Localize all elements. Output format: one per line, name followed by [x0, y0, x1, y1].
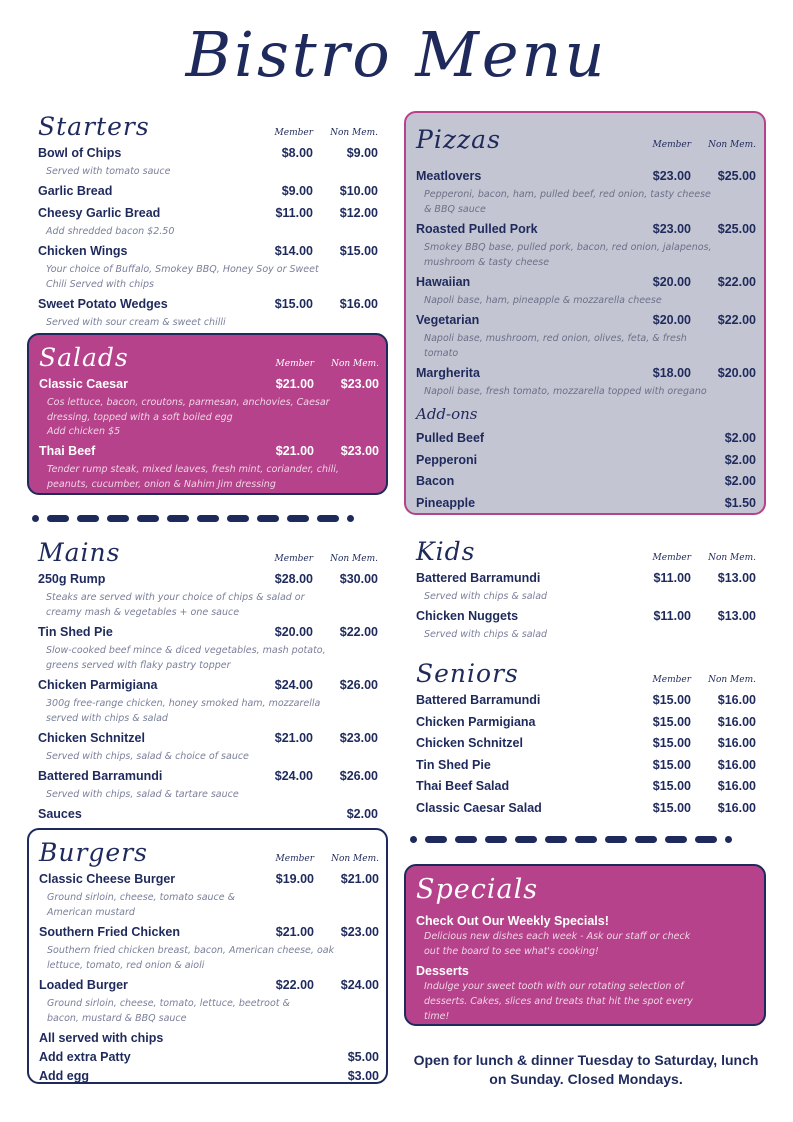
member-price: $11.00 — [653, 609, 691, 623]
item-description: Add shredded bacon $2.50 — [46, 226, 175, 237]
divider-dot — [725, 836, 732, 843]
section-title: Seniors — [416, 659, 519, 688]
item-name: Chicken Wings — [38, 244, 128, 258]
member-price: $15.00 — [652, 779, 691, 793]
member-col-header: Member — [652, 140, 691, 150]
nonmember-price: $16.00 — [717, 800, 756, 815]
member-price: $20.00 — [652, 275, 691, 289]
item-name: Hawaiian — [416, 275, 471, 289]
sauces-row — [38, 807, 378, 826]
member-price: $11.00 — [653, 571, 691, 585]
divider-dash — [197, 515, 219, 522]
divider-dash — [107, 515, 129, 522]
member-price: $8.00 — [281, 146, 313, 160]
addon-price: $1.50 — [724, 495, 756, 510]
item-name: Vegetarian — [416, 313, 480, 327]
nonmember-col-header: Non Mem. — [708, 553, 756, 563]
extra-price: $5.00 — [347, 1050, 379, 1064]
sauces-price: $2.00 — [346, 807, 378, 821]
nonmember-price: $23.00 — [340, 925, 379, 939]
extra-item — [39, 1069, 379, 1088]
nonmember-price: $22.00 — [339, 625, 378, 639]
divider-dash — [287, 515, 309, 522]
divider-dash — [317, 515, 339, 522]
member-price: $11.00 — [275, 206, 313, 220]
member-price: $22.00 — [275, 978, 314, 992]
nonmember-col-header: Non Mem. — [708, 140, 756, 150]
divider-dash — [695, 836, 717, 843]
served-note — [39, 1031, 376, 1050]
member-price: $15.00 — [652, 757, 691, 772]
divider-dot — [32, 515, 39, 522]
member-price: $21.00 — [275, 444, 314, 458]
divider-dash — [575, 836, 597, 843]
starters-section — [38, 112, 378, 335]
menu-item — [38, 146, 378, 179]
nonmember-price: $24.00 — [340, 978, 379, 992]
special-title: Desserts — [416, 964, 469, 978]
item-description: Slow-cooked beef mince & diced vegetables, mash potato, greens served with flaky pastry topper — [46, 645, 326, 671]
nonmember-price: $30.00 — [339, 572, 378, 586]
divider-dash — [515, 836, 537, 843]
divider-dot — [347, 515, 354, 522]
pizzas-section — [404, 111, 766, 515]
nonmember-price: $23.00 — [340, 444, 379, 458]
menu-item — [38, 769, 378, 802]
menu-item — [416, 758, 756, 780]
menu-item — [416, 366, 754, 399]
extra-item — [39, 1050, 379, 1069]
seniors-section — [416, 659, 756, 822]
item-name: Tin Shed Pie — [38, 625, 113, 639]
divider-dash — [545, 836, 567, 843]
nonmember-price: $12.00 — [339, 206, 378, 220]
menu-item — [39, 978, 379, 1026]
extra-name: Add extra Patty — [39, 1050, 131, 1064]
item-description: Pepperoni, bacon, ham, pulled beef, red onion, tasty cheese & BBQ sauce — [424, 189, 711, 215]
item-name: Cheesy Garlic Bread — [38, 206, 161, 220]
nonmember-price: $22.00 — [717, 313, 756, 327]
item-name: Roasted Pulled Pork — [416, 222, 538, 236]
extra-price: $3.00 — [347, 1069, 379, 1083]
item-description: Ground sirloin, cheese, tomato sauce & American mustard — [47, 892, 236, 918]
menu-item — [416, 313, 754, 361]
divider-dash — [167, 515, 189, 522]
nonmember-price: $23.00 — [339, 731, 378, 745]
menu-item — [38, 678, 378, 726]
item-name: Chicken Parmigiana — [416, 714, 536, 729]
addon-item — [416, 474, 754, 496]
item-description: Southern fried chicken breast, bacon, American cheese, oak lettuce, tomato, red onion & aioli — [47, 945, 335, 971]
item-name: Classic Caesar Salad — [416, 800, 542, 815]
item-description: Smokey BBQ base, pulled pork, bacon, red onion, jalapenos, mushroom & tasty cheese — [424, 242, 712, 268]
menu-item — [38, 206, 378, 239]
item-name: Bowl of Chips — [38, 146, 122, 160]
divider-dash — [425, 836, 447, 843]
member-price: $15.00 — [652, 800, 691, 815]
menu-item — [38, 184, 378, 203]
section-title: Burgers — [39, 838, 149, 867]
member-col-header: Member — [275, 359, 314, 369]
nonmember-price: $22.00 — [717, 275, 756, 289]
item-description: Tender rump steak, mixed leaves, fresh mint, coriander, chili, peanuts, cucumber, onion & Nahim Jim dressing — [47, 464, 339, 490]
nonmember-price: $26.00 — [339, 769, 378, 783]
nonmember-price: $20.00 — [717, 366, 756, 380]
item-name: Sweet Potato Wedges — [38, 297, 168, 311]
section-title: Starters — [38, 112, 150, 141]
nonmember-col-header: Non Mem. — [330, 554, 378, 564]
menu-item — [38, 625, 378, 673]
menu-item — [38, 731, 378, 764]
served-note-text: All served with chips — [39, 1031, 164, 1045]
item-name: Battered Barramundi — [38, 769, 163, 783]
item-description: Served with sour cream & sweet chilli — [46, 317, 226, 328]
addon-price: $2.00 — [724, 474, 756, 488]
member-price: $24.00 — [274, 769, 313, 783]
nonmember-price: $16.00 — [717, 736, 756, 750]
item-name: Chicken Schnitzel — [38, 731, 145, 745]
item-name: Garlic Bread — [38, 184, 113, 198]
member-col-header: Member — [274, 554, 313, 564]
menu-item — [416, 609, 756, 642]
special-item — [416, 914, 754, 959]
section-title: Salads — [39, 343, 129, 372]
member-price: $23.00 — [652, 222, 691, 236]
item-name: Battered Barramundi — [416, 693, 541, 707]
addons-title: Add-ons — [416, 405, 478, 423]
section-title: Kids — [416, 537, 476, 566]
divider-dash — [485, 836, 507, 843]
item-name: Chicken Schnitzel — [416, 736, 523, 750]
special-description: Delicious new dishes each week - Ask our staff or check out the board to see what's cooking! — [424, 931, 691, 957]
item-name: Thai Beef Salad — [416, 779, 510, 793]
menu-item — [38, 244, 378, 292]
menu-item — [416, 169, 754, 217]
menu-item — [416, 222, 754, 270]
nonmember-price: $23.00 — [340, 377, 379, 391]
item-description: Steaks are served with your choice of chips & salad or creamy mash & vegetables + one sauce — [46, 592, 305, 618]
mains-section — [38, 538, 378, 826]
member-price: $15.00 — [652, 693, 691, 707]
extra-name: Add egg — [39, 1069, 89, 1083]
addon-name: Pulled Beef — [416, 431, 485, 445]
nonmember-price: $25.00 — [717, 169, 756, 183]
nonmember-price: $21.00 — [340, 872, 379, 886]
item-description: 300g free-range chicken, honey smoked ham, mozzarella served with chips & salad — [46, 698, 321, 724]
section-title: Pizzas — [416, 125, 501, 154]
nonmember-col-header: Non Mem. — [708, 675, 756, 685]
menu-item — [416, 779, 756, 801]
nonmember-price: $26.00 — [339, 678, 378, 692]
member-price: $9.00 — [281, 184, 313, 198]
member-price: $19.00 — [275, 872, 314, 886]
member-price: $15.00 — [274, 297, 313, 311]
nonmember-price: $15.00 — [339, 244, 378, 258]
nonmember-price: $16.00 — [717, 714, 756, 729]
member-price: $20.00 — [652, 313, 691, 327]
opening-hours: Open for lunch & dinner Tuesday to Saturday, lunch on Sunday. Closed Mondays. — [413, 1052, 759, 1087]
nonmember-price: $13.00 — [717, 609, 756, 623]
item-name: Chicken Parmigiana — [38, 678, 158, 692]
menu-title: Bistro Menu — [185, 18, 608, 91]
item-description: Napoli base, mushroom, red onion, olives, feta, & fresh tomato — [424, 333, 687, 359]
item-description: Your choice of Buffalo, Smokey BBQ, Honey Soy or Sweet Chili Served with chips — [46, 264, 319, 290]
item-description: Napoli base, ham, pineapple & mozzarella cheese — [424, 295, 662, 306]
divider-dash — [137, 515, 159, 522]
section-title: Specials — [416, 874, 539, 905]
addon-item — [416, 431, 754, 453]
addon-name: Pineapple — [416, 495, 476, 510]
member-price: $20.00 — [274, 625, 313, 639]
item-description: Served with chips, salad & tartare sauce — [46, 789, 239, 800]
member-price: $21.00 — [275, 925, 314, 939]
member-price: $14.00 — [274, 244, 313, 258]
section-title: Mains — [38, 538, 121, 567]
divider-dash — [455, 836, 477, 843]
kids-section — [416, 537, 756, 647]
menu-item — [416, 736, 756, 758]
member-price: $15.00 — [652, 714, 691, 729]
item-name: Tin Shed Pie — [416, 757, 491, 772]
item-name: 250g Rump — [38, 572, 106, 586]
item-addon-note: Add chicken $5 — [47, 426, 121, 437]
nonmember-price: $9.00 — [346, 146, 378, 160]
specials-section — [404, 864, 766, 1026]
burgers-section — [27, 828, 388, 1084]
menu-item — [416, 693, 756, 715]
addon-item — [416, 453, 754, 475]
menu-item — [39, 872, 379, 920]
menu-item — [416, 571, 756, 604]
salads-section — [27, 333, 388, 495]
item-name: Margherita — [416, 366, 480, 380]
member-col-header: Member — [652, 675, 691, 685]
sauces-label: Sauces — [38, 807, 82, 821]
item-description: Served with chips, salad & choice of sauce — [46, 751, 249, 762]
menu-item — [38, 297, 378, 330]
item-name: Battered Barramundi — [416, 571, 541, 585]
divider-dash — [665, 836, 687, 843]
addon-item — [416, 496, 754, 518]
special-item — [416, 964, 754, 1024]
special-title: Check Out Our Weekly Specials! — [416, 914, 609, 928]
item-description: Napoli base, fresh tomato, mozzarella topped with oregano — [424, 386, 707, 397]
item-name: Loaded Burger — [39, 978, 128, 992]
divider-dash — [47, 515, 69, 522]
item-description: Ground sirloin, cheese, tomato, lettuce, beetroot & bacon, mustard & BBQ sauce — [47, 998, 290, 1024]
member-price: $28.00 — [274, 572, 313, 586]
item-name: Thai Beef — [39, 444, 96, 458]
nonmember-price: $25.00 — [717, 222, 756, 236]
addon-price: $2.00 — [724, 431, 756, 445]
addon-price: $2.00 — [724, 452, 756, 467]
nonmember-price: $16.00 — [339, 297, 378, 311]
nonmember-price: $16.00 — [717, 779, 756, 793]
member-price: $24.00 — [274, 678, 313, 692]
item-description: Served with chips & salad — [424, 629, 548, 640]
item-description: Served with chips & salad — [424, 591, 548, 602]
divider-dash — [605, 836, 627, 843]
item-name: Meatlovers — [416, 169, 482, 183]
nonmember-col-header: Non Mem. — [331, 854, 379, 864]
divider-dash — [635, 836, 657, 843]
nonmember-price: $13.00 — [717, 571, 756, 585]
menu-item — [39, 377, 379, 439]
nonmember-price: $10.00 — [339, 184, 378, 198]
menu-item — [38, 572, 378, 620]
menu-item — [416, 275, 754, 308]
special-description: Indulge your sweet tooth with our rotating selection of desserts. Cakes, slices and treats that hit the spot every time! — [424, 981, 693, 1022]
divider-dash — [257, 515, 279, 522]
dash-divider-left — [32, 514, 354, 522]
member-price: $21.00 — [275, 377, 314, 391]
menu-item — [39, 925, 379, 973]
item-name: Classic Caesar — [39, 377, 128, 391]
nonmember-price: $16.00 — [717, 757, 756, 772]
menu-item — [416, 801, 756, 823]
dash-divider-right — [410, 835, 732, 843]
nonmember-col-header: Non Mem. — [331, 359, 379, 369]
member-price: $21.00 — [274, 731, 313, 745]
member-price: $15.00 — [652, 736, 691, 750]
divider-dot — [410, 836, 417, 843]
member-col-header: Member — [275, 854, 314, 864]
menu-item — [39, 444, 379, 492]
divider-dash — [77, 515, 99, 522]
member-price: $23.00 — [652, 169, 691, 183]
item-name: Chicken Nuggets — [416, 609, 519, 623]
member-col-header: Member — [652, 553, 691, 563]
addon-name: Bacon — [416, 474, 455, 488]
addon-name: Pepperoni — [416, 452, 478, 467]
item-name: Classic Cheese Burger — [39, 872, 176, 886]
item-description: Served with tomato sauce — [46, 166, 171, 177]
member-col-header: Member — [274, 128, 313, 138]
item-description: Cos lettuce, bacon, croutons, parmesan, anchovies, Caesar dressing, topped with a soft boiled egg — [47, 397, 330, 423]
item-name: Southern Fried Chicken — [39, 925, 180, 939]
divider-dash — [227, 515, 249, 522]
nonmember-col-header: Non Mem. — [330, 128, 378, 138]
menu-item — [416, 715, 756, 737]
member-price: $18.00 — [652, 366, 691, 380]
nonmember-price: $16.00 — [717, 693, 756, 707]
